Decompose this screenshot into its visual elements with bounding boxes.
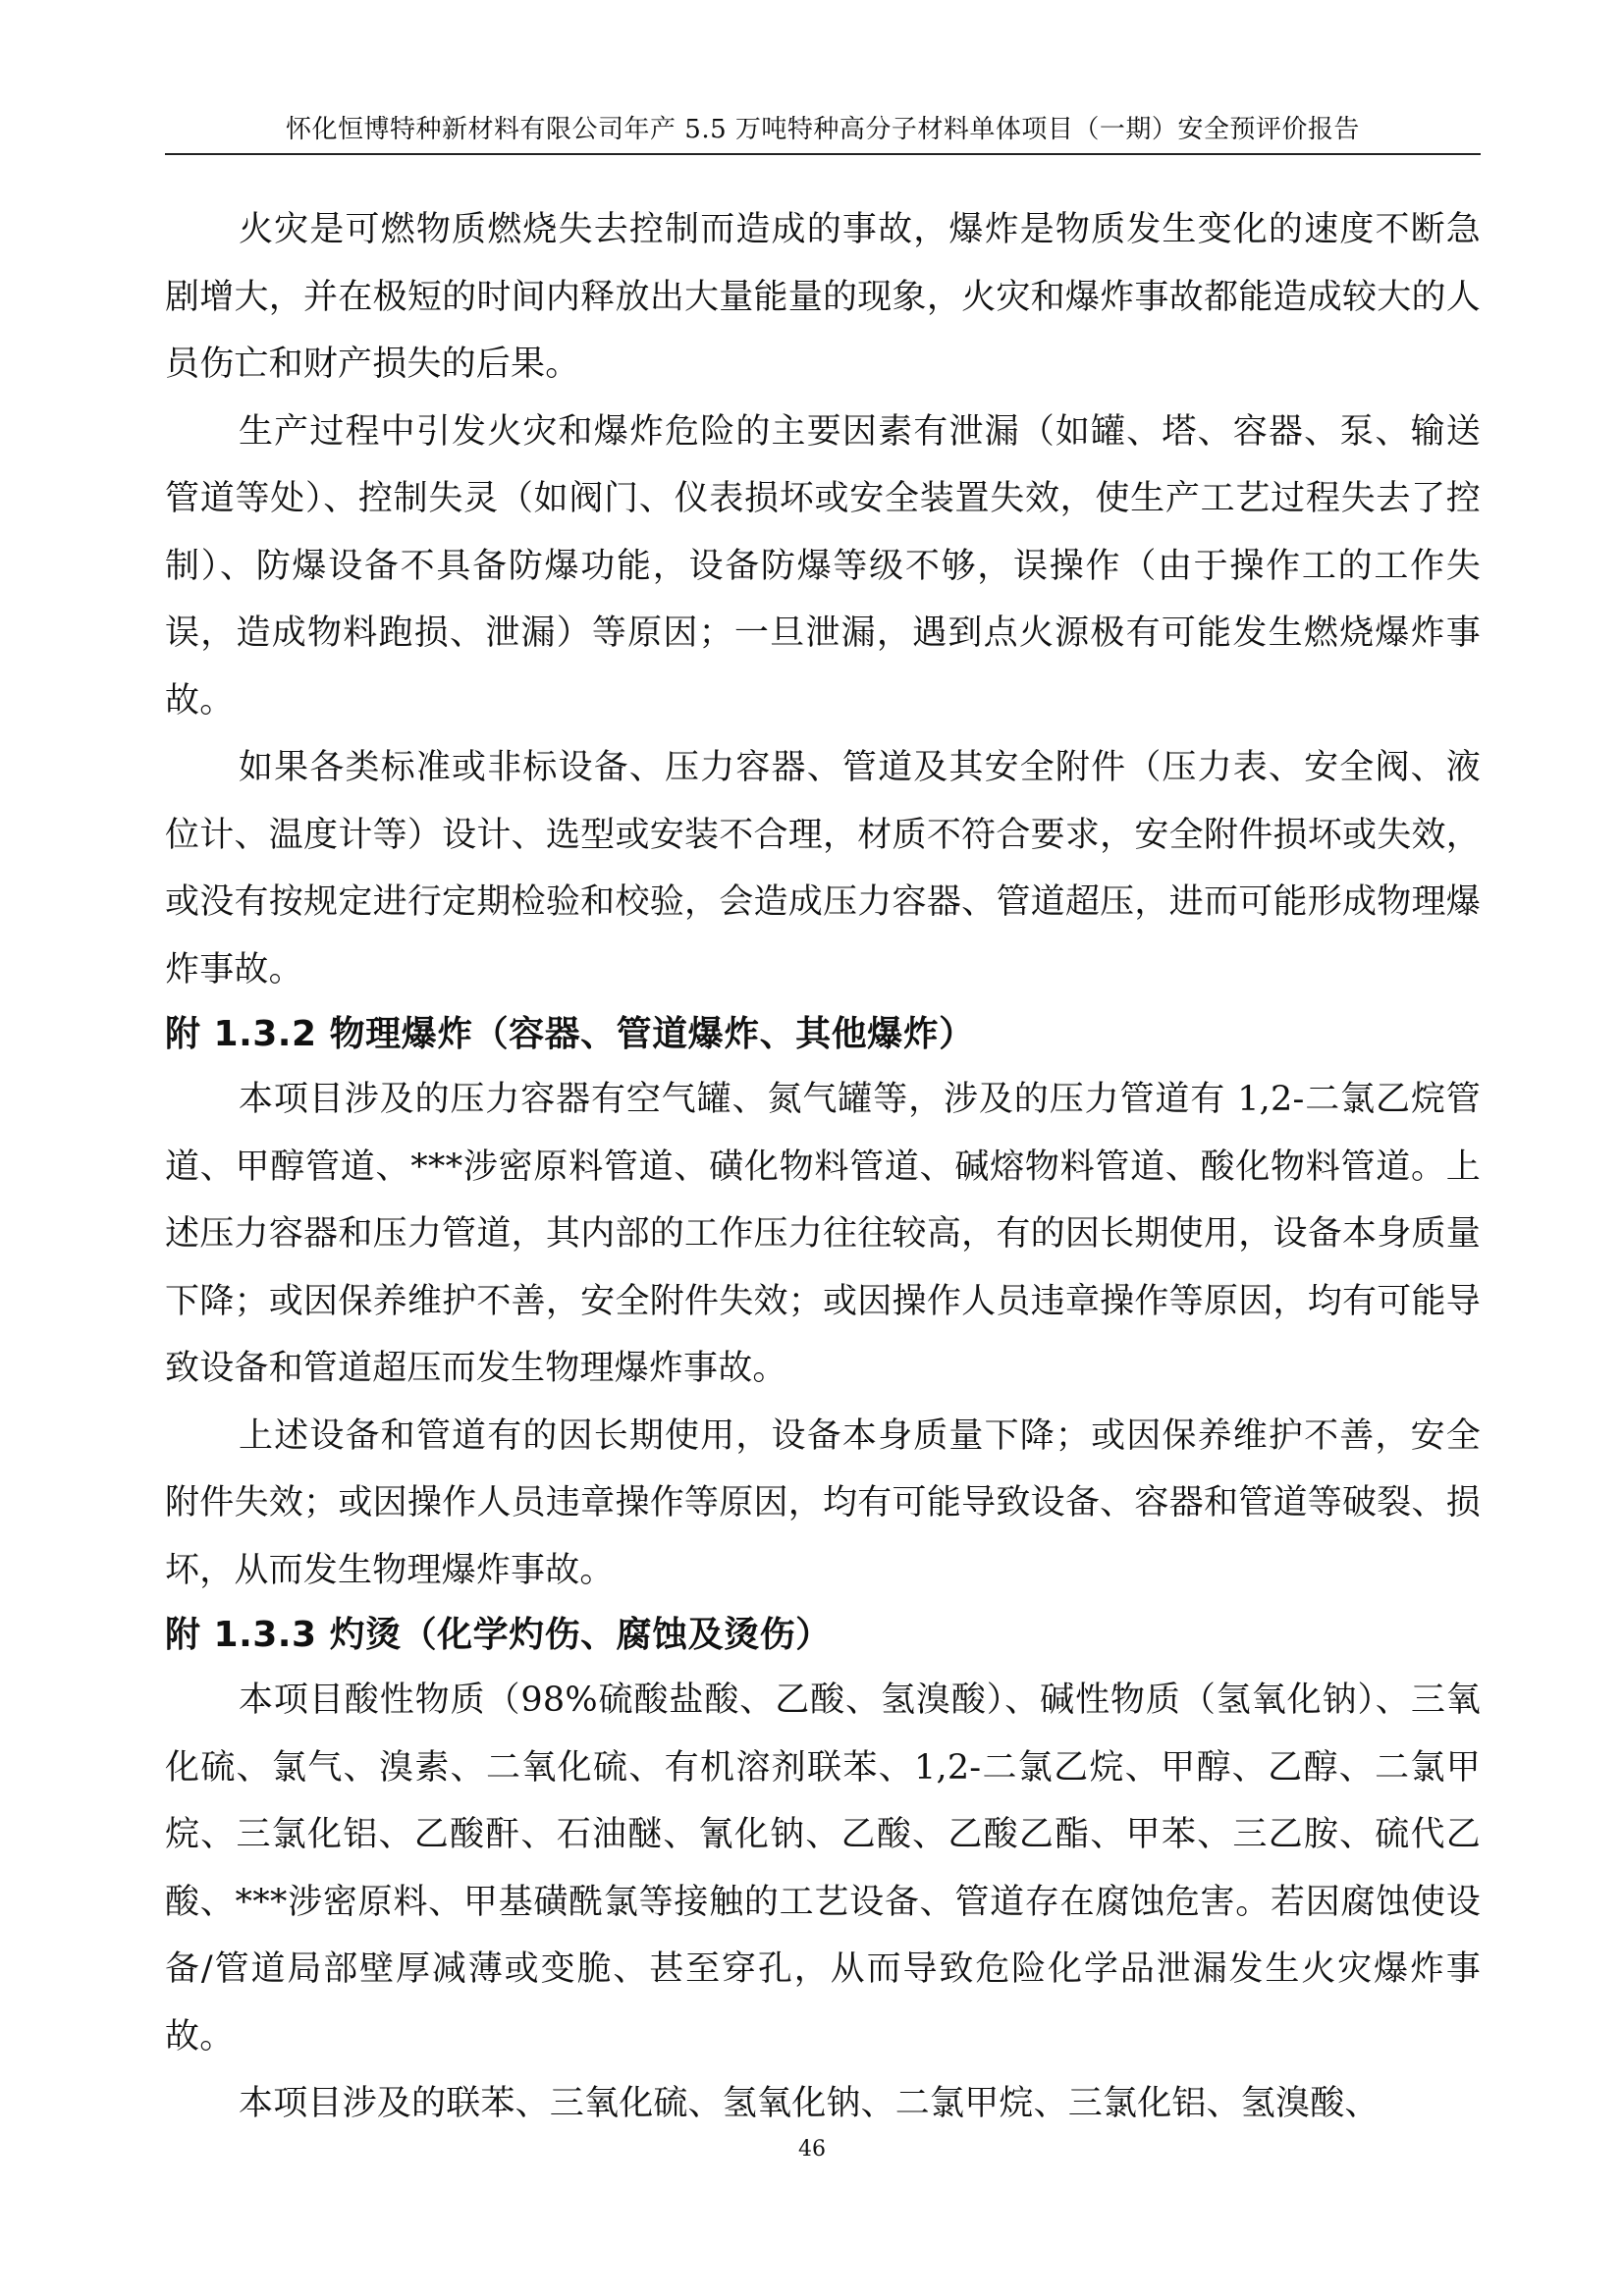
paragraph-fire-explosion-factors: 生产过程中引发火灾和爆炸危险的主要因素有泄漏（如罐、塔、容器、泵、输送管道等处）、控制失灵（如阀门、仪表损坏或安全装置失效，使生产工艺过程失去了控制）、防爆设备不具备防爆功能，设备防爆等级不够，误操作（由于操作工的工作失误，造成物料跑损、泄漏）等原因；一旦泄漏，遇到点火源极有可能发生燃烧爆炸事故。 bbox=[165, 411, 1481, 721]
paragraph-fire-explosion-definition: 火灾是可燃物质燃烧失去控制而造成的事故，爆炸是物质发生变化的速度不断急剧增大，并在极短的时间内释放出大量能量的现象，火灾和爆炸事故都能造成较大的人员伤亡和财产损失的后果。 bbox=[165, 210, 1481, 384]
paragraph-pressure-vessels: 本项目涉及的压力容器有空气罐、氮气罐等，涉及的压力管道有 1,2-二氯乙烷管道、甲醇管道、***涉密原料管道、磺化物料管道、碱熔物料管道、酸化物料管道。上述压力容器和压力管道，其内部的工作压力往往较高，有的因长期使用，设备本身质量下降；或因保养维护不善，安全附件失效；或因操作人员违章操作等原因，均有可能导致设备和管道超压而发生物理爆炸事故。 bbox=[165, 1080, 1481, 1388]
paragraph-pressure-equipment: 如果各类标准或非标设备、压力容器、管道及其安全附件（压力表、安全阀、液位计、温度计等）设计、选型或安装不合理，材质不符合要求，安全附件损坏或失效，或没有按规定进行定期检验和校验，会造成压力容器、管道超压，进而可能形成物理爆炸事故。 bbox=[165, 748, 1481, 989]
page-body bbox=[165, 196, 1481, 2138]
paragraph-corrosive-substances: 本项目酸性物质（98%硫酸盐酸、乙酸、氢溴酸）、碱性物质（氢氧化钠）、三氧化硫、氯气、溴素、二氧化硫、有机溶剂联苯、1,2-二氯乙烷、甲醇、乙醇、二氯甲烷、三氯化铝、乙酸酐、石油醚、氰化钠、乙酸、乙酸乙酯、甲苯、三乙胺、硫代乙酸、***涉密原料、甲基磺酰氯等接触的工艺设备、管道存在腐蚀危害。若因腐蚀使设备/管道局部壁厚减薄或变脆、甚至穿孔，从而导致危险化学品泄漏发生火灾爆炸事故。 bbox=[165, 1681, 1481, 2056]
paragraph-equipment-damage: 上述设备和管道有的因长期使用，设备本身质量下降；或因保养维护不善，安全附件失效；或因操作人员违章操作等原因，均有可能导致设备、容器和管道等破裂、损坏，从而发生物理爆炸事故。 bbox=[165, 1415, 1481, 1590]
page-number: 46 bbox=[798, 2137, 826, 2162]
page-header bbox=[165, 110, 1481, 155]
report-title: 怀化恒博特种新材料有限公司年产 5.5 万吨特种高分子材料单体项目（一期）安全预评价报告 bbox=[286, 115, 1360, 144]
section-heading-physical-explosion: 附 1.3.2 物理爆炸（容器、管道爆炸、其他爆炸） bbox=[165, 1014, 975, 1054]
section-heading-burns: 附 1.3.3 灼烫（化学灼伤、腐蚀及烫伤） bbox=[165, 1615, 832, 1655]
paragraph-substances-continued: 本项目涉及的联苯、三氧化硫、氢氧化钠、二氯甲烷、三氯化铝、氢溴酸、 bbox=[239, 2084, 1380, 2123]
